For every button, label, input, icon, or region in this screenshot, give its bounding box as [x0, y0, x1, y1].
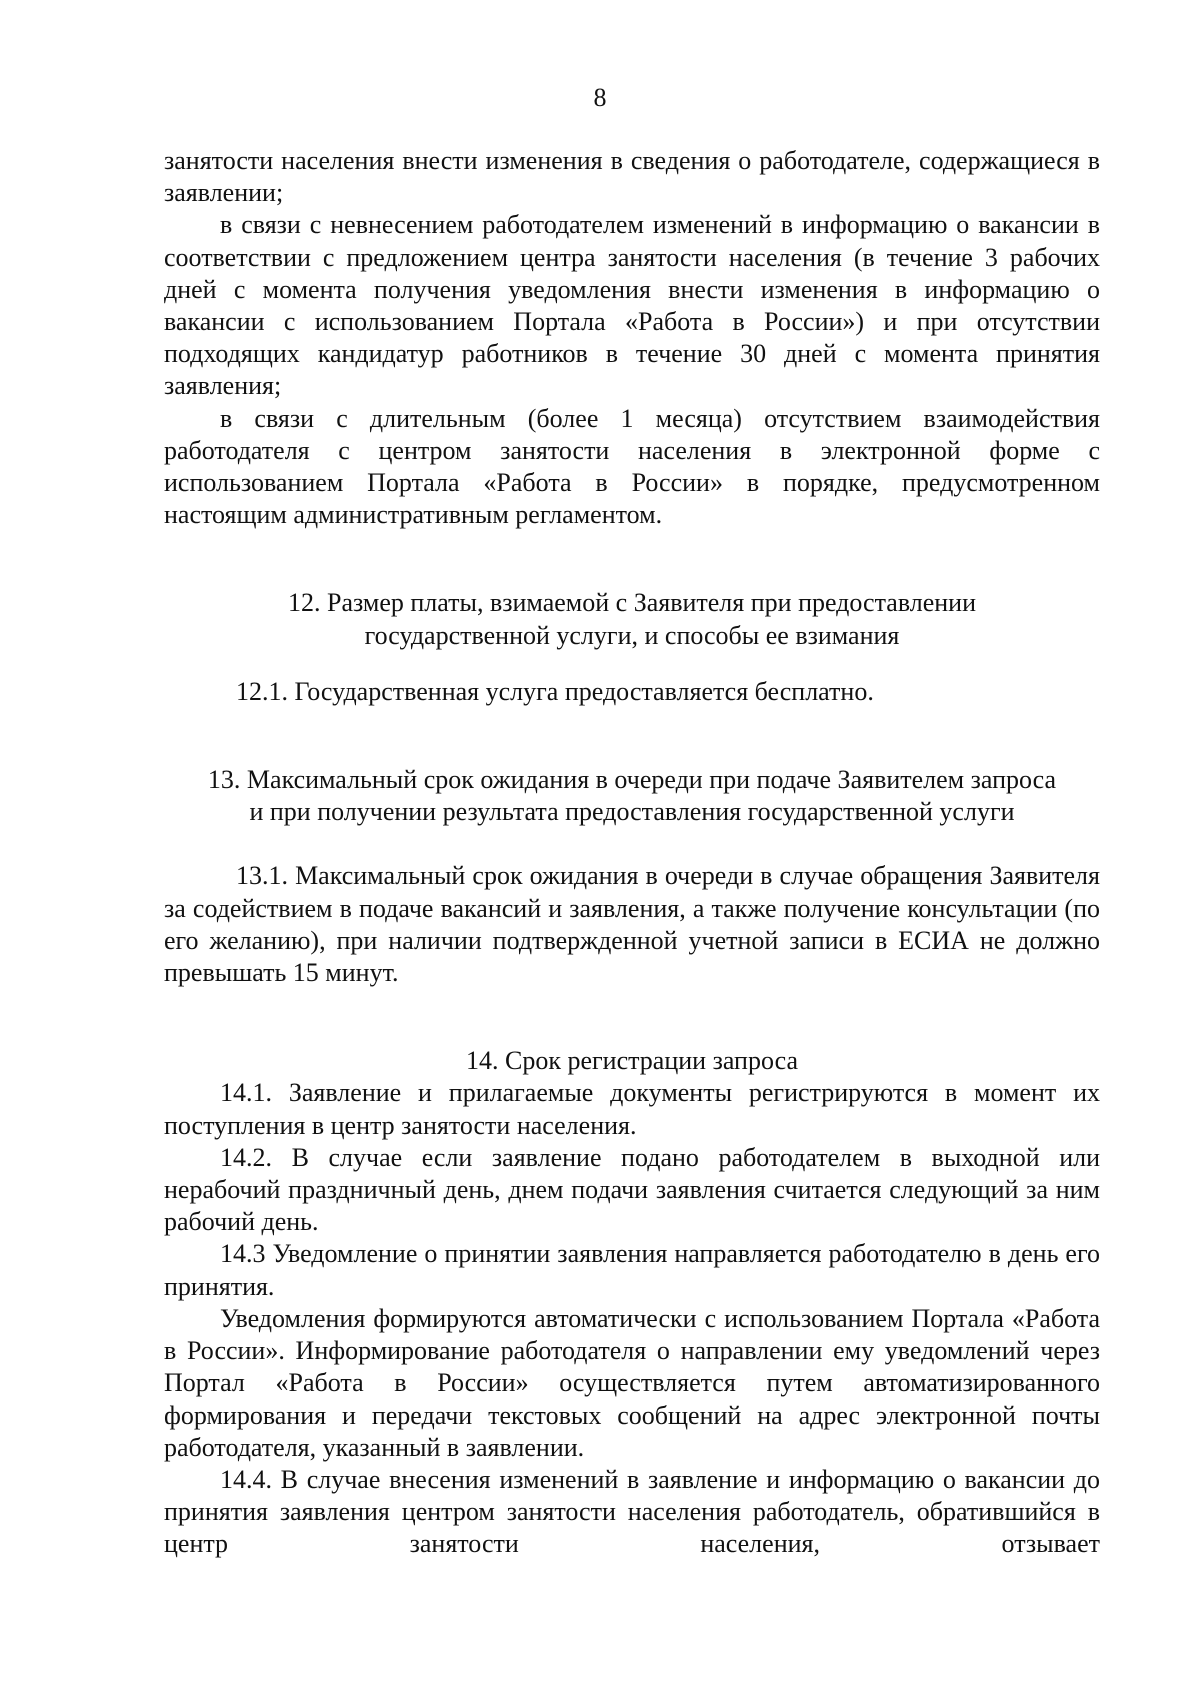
paragraph-14-1: 14.1. Заявление и прилагаемые документы регистрируются в момент их поступления в центр занятости населения. — [164, 1078, 1100, 1140]
section-12-heading — [164, 587, 1100, 651]
section-12-heading-line2: государственной услуги, и способы ее взимания — [364, 620, 900, 650]
paragraph-14-notifications: Уведомления формируются автоматически с использованием Портала «Работа в России». Информирование работодателя о направлении ему уведомлений через Портал «Работа в России» осуществляется путем автоматизированного формирования и передачи текстовых сообщений на адрес электронной почты работодателя, указанный в заявлении. — [164, 1303, 1100, 1462]
paragraph-14-4: 14.4. В случае внесения изменений в заявление и информацию о вакансии до принятия заявления центром занятости населения работодатель, обратившийся в центр занятости населения, отзывает — [164, 1464, 1100, 1559]
paragraph-no-changes-vacancy: в связи с невнесением работодателем изменений в информацию о вакансии в соответствии с предложением центра занятости населения (в течение 3 рабочих дней с момента получения уведомления внести изменения в информацию о вакансии с использованием Портала «Работа в России») и при отсутствии подходящих кандидатур работников в течение 30 дней с момента принятия заявления; — [164, 210, 1100, 401]
document-body — [164, 145, 1100, 1561]
section-12-heading-line1: 12. Размер платы, взимаемой с Заявителя при предоставлении — [287, 588, 977, 618]
section-13-heading-line2: и при получении результата предоставления государственной услуги — [249, 797, 1015, 827]
section-14-heading: 14. Срок регистрации запроса — [465, 1046, 799, 1076]
paragraph-no-interaction: в связи с длительным (более 1 месяца) отсутствием взаимодействия работодателя с центром занятости населения в электронной форме с использованием Портала «Работа в России» в порядке, предусмотренном настоящим административным регламентом. — [164, 403, 1100, 530]
paragraph-12-1: 12.1. Государственная услуга предоставляется бесплатно. — [236, 676, 874, 706]
paragraph-continuation: занятости населения внести изменения в сведения о работодателе, содержащиеся в заявлении; — [164, 146, 1100, 208]
paragraph-14-2: 14.2. В случае если заявление подано работодателем в выходной или нерабочий праздничный день, днем подачи заявления считается следующий за ним рабочий день. — [164, 1142, 1100, 1237]
paragraph-14-3: 14.3 Уведомление о принятии заявления направляется работодателю в день его принятия. — [164, 1239, 1100, 1301]
section-13-heading-line1: 13. Максимальный срок ожидания в очереди при подаче Заявителем запроса — [207, 765, 1057, 795]
section-13-heading — [164, 764, 1100, 828]
paragraph-13-1: 13.1. Максимальный срок ожидания в очереди в случае обращения Заявителя за содействием в подаче вакансий и заявления, а также получение консультации (по его желанию), при наличии подтвержденной учетной записи в ЕСИА не должно превышать 15 минут. — [164, 861, 1100, 988]
page-number: 8 — [593, 83, 607, 112]
